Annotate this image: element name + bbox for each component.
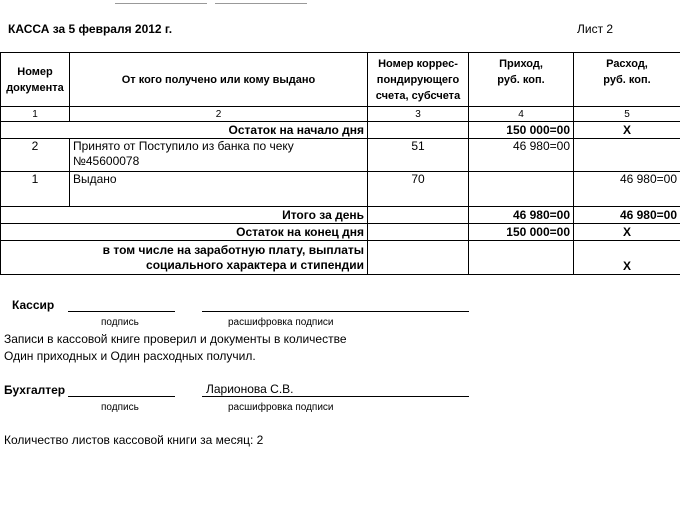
opening-balance-label: Остаток на начало дня (1, 122, 368, 139)
closing-balance-income: 150 000=00 (469, 224, 574, 241)
col-number: 1 (1, 107, 70, 122)
opening-balance-income: 150 000=00 (469, 122, 574, 139)
sheets-count: Количество листов кассовой книги за месяц: 2 (4, 433, 264, 447)
col-header-from: От кого получено или кому выдано (70, 53, 368, 107)
account-number: 51 (368, 139, 469, 172)
doc-number: 2 (1, 139, 70, 172)
row-description: Принято от Поступило из банка по чеку №45600078 (70, 139, 368, 172)
total-day-label: Итого за день (1, 207, 368, 224)
expense-amount (574, 139, 680, 172)
cashier-label: Кассир (12, 298, 55, 312)
accountant-label: Бухгалтер (4, 383, 66, 397)
total-day-expense: 46 980=00 (574, 207, 680, 224)
including-row (1, 241, 680, 275)
closing-balance-row (1, 224, 680, 241)
closing-balance-label: Остаток на конец дня (1, 224, 368, 241)
col-number: 4 (469, 107, 574, 122)
page-title: КАССА за 5 февраля 2012 г. (8, 22, 173, 36)
total-day-income: 46 980=00 (469, 207, 574, 224)
income-amount: 46 980=00 (469, 139, 574, 172)
check-text-line-1: Записи в кассовой книге проверил и документы в количестве (4, 332, 347, 346)
row-description: Выдано (70, 172, 368, 207)
signature-caption: подпись (101, 317, 139, 328)
table-row (1, 139, 680, 172)
col-header-account: Номер коррес- пондирующего счета, субсчета (368, 53, 469, 107)
income-amount (469, 172, 574, 207)
decoding-caption: расшифровка подписи (228, 317, 334, 328)
closing-balance-expense: Х (574, 224, 680, 241)
cash-book-table (0, 52, 680, 275)
decoding-caption: расшифровка подписи (228, 402, 334, 413)
doc-number: 1 (1, 172, 70, 207)
col-number: 5 (574, 107, 680, 122)
opening-balance-row (1, 122, 680, 139)
account-number: 70 (368, 172, 469, 207)
accountant-decoding-line (202, 396, 469, 397)
opening-balance-expense: Х (574, 122, 680, 139)
col-number: 3 (368, 107, 469, 122)
accountant-name: Ларионова С.В. (206, 382, 294, 396)
table-header-row (1, 53, 680, 107)
accountant-signature-line (68, 396, 175, 397)
table-row (1, 172, 680, 207)
total-day-row (1, 207, 680, 224)
previous-page-edge (0, 0, 680, 4)
check-text-line-2: Один приходных и Один расходных получил. (4, 349, 256, 363)
column-numbers-row (1, 107, 680, 122)
signature-caption: подпись (101, 402, 139, 413)
col-header-doc: Номер документа (1, 53, 70, 107)
cashier-decoding-line (202, 311, 469, 312)
including-expense: Х (574, 241, 680, 275)
cashier-signature-line (68, 311, 175, 312)
col-header-expense: Расход, руб. коп. (574, 53, 680, 107)
col-header-income: Приход, руб. коп. (469, 53, 574, 107)
col-number: 2 (70, 107, 368, 122)
expense-amount: 46 980=00 (574, 172, 680, 207)
sheet-number: Лист 2 (577, 22, 614, 36)
including-label: в том числе на заработную плату, выплаты социального характера и стипендии (1, 241, 368, 275)
